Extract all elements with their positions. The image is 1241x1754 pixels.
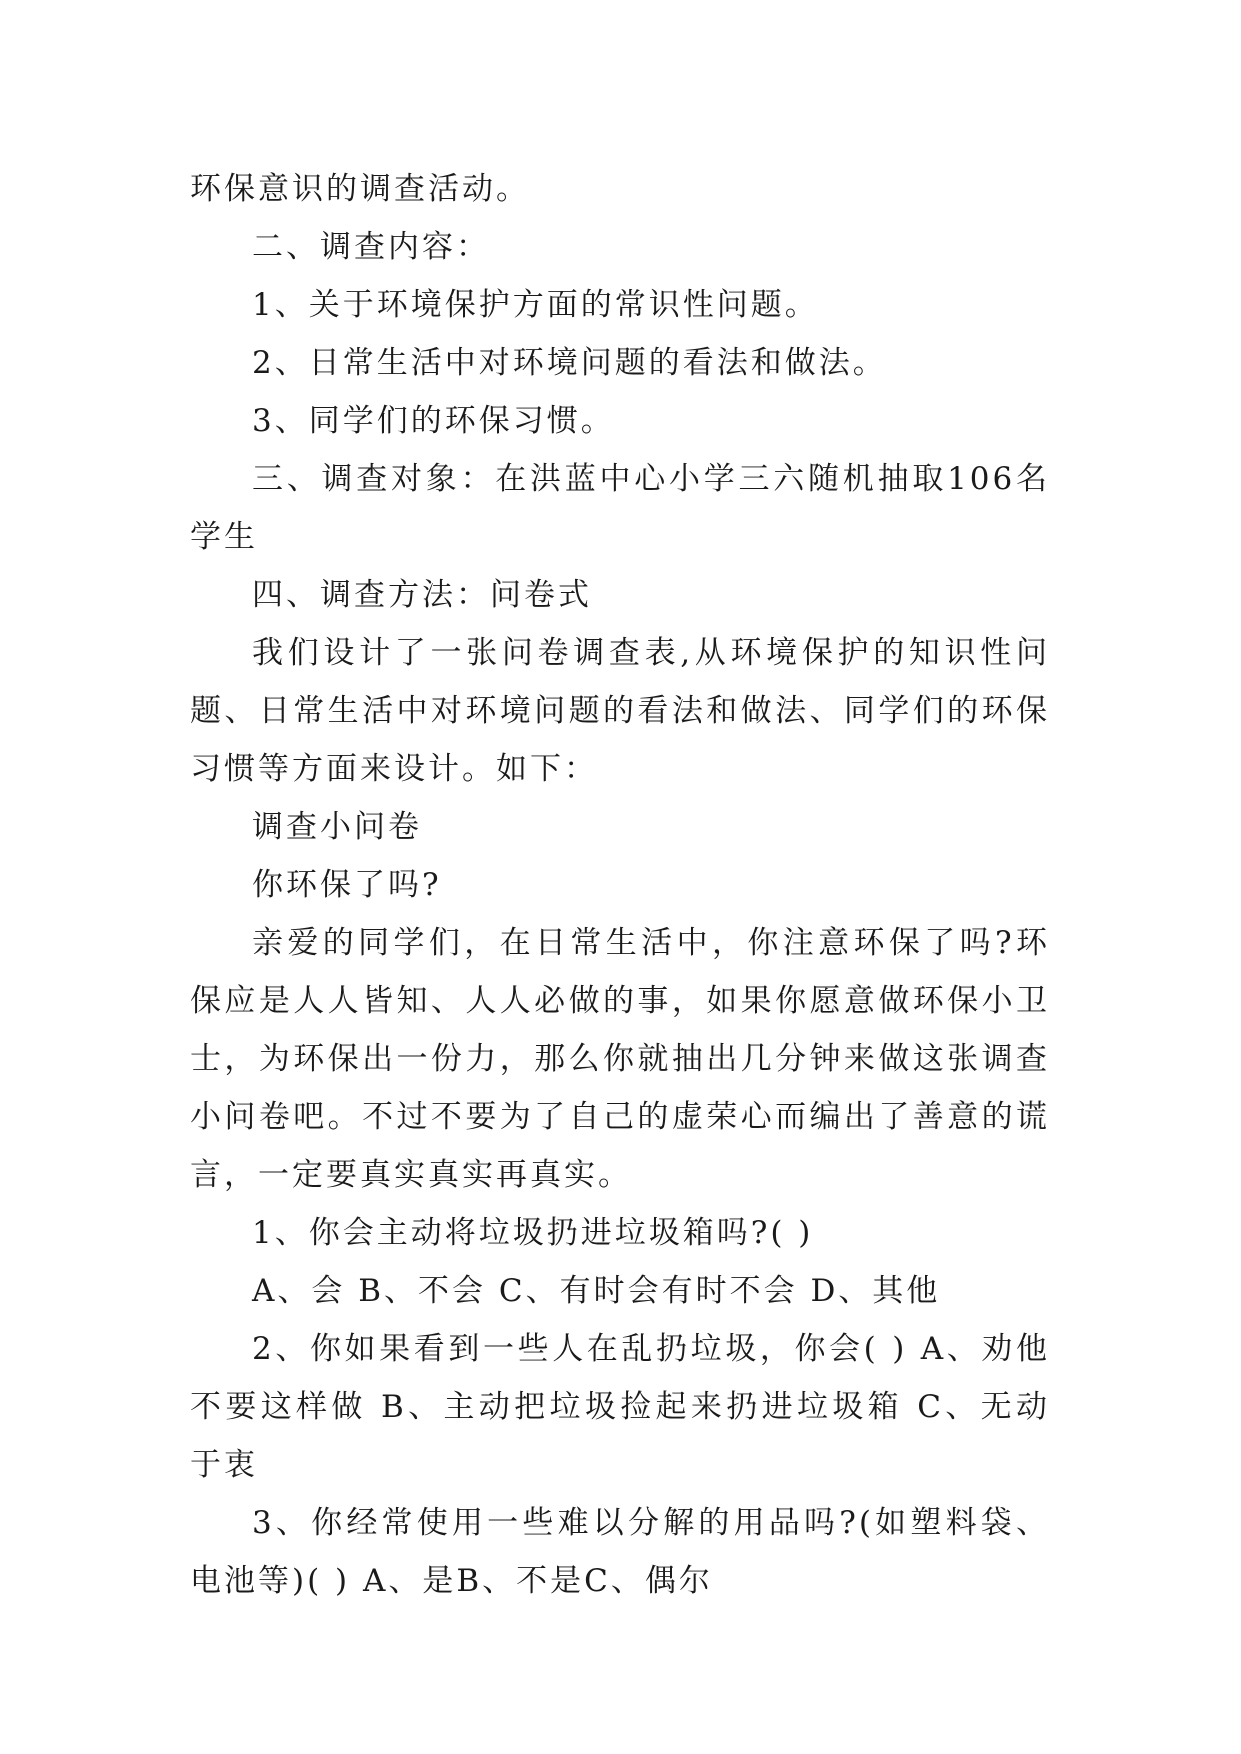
question-1-options: A、会 B、不会 C、有时会有时不会 D、其他 [252, 1273, 941, 1309]
questionnaire-greeting: 亲爱的同学们，在日常生活中，你注意环保了吗?环保应是人人皆知、人人必做的事，如果你愿意做环保小卫士，为环保出一份力，那么你就抽出几分钟来做这张调查小问卷吧。不过不要为了自己的虚荣心而编出了善意的谎言，一定要真实真实再真实。 [190, 925, 1050, 1193]
heading-survey-subjects: 三、调查对象：在洪蓝中心小学三六随机抽取106名学生 [190, 461, 1050, 555]
list-item-content-2: 2、日常生活中对环境问题的看法和做法。 [252, 345, 887, 381]
question-1: 1、你会主动将垃圾扔进垃圾箱吗?( ) [252, 1215, 814, 1251]
questionnaire-subtitle: 你环保了吗? [252, 867, 442, 903]
heading-survey-content: 二、调查内容： [252, 229, 490, 265]
question-3: 3、你经常使用一些难以分解的用品吗?(如塑料袋、电池等)( ) A、是B、不是C、偶尔 [190, 1505, 1050, 1599]
question-2: 2、你如果看到一些人在乱扔垃圾，你会( ) A、劝他不要这样做 B、主动把垃圾捡起来扔进垃圾箱 C、无动于衷 [190, 1331, 1050, 1483]
paragraph-intro-tail: 环保意识的调查活动。 [190, 171, 530, 207]
document-body [190, 160, 1050, 1610]
paragraph-design-description: 我们设计了一张问卷调查表,从环境保护的知识性问题、日常生活中对环境问题的看法和做法、同学们的环保习惯等方面来设计。如下： [190, 635, 1050, 787]
heading-survey-method: 四、调查方法：问卷式 [252, 577, 592, 613]
list-item-content-1: 1、关于环境保护方面的常识性问题。 [252, 287, 819, 323]
questionnaire-title: 调查小问卷 [252, 809, 422, 845]
list-item-content-3: 3、同学们的环保习惯。 [252, 403, 615, 439]
